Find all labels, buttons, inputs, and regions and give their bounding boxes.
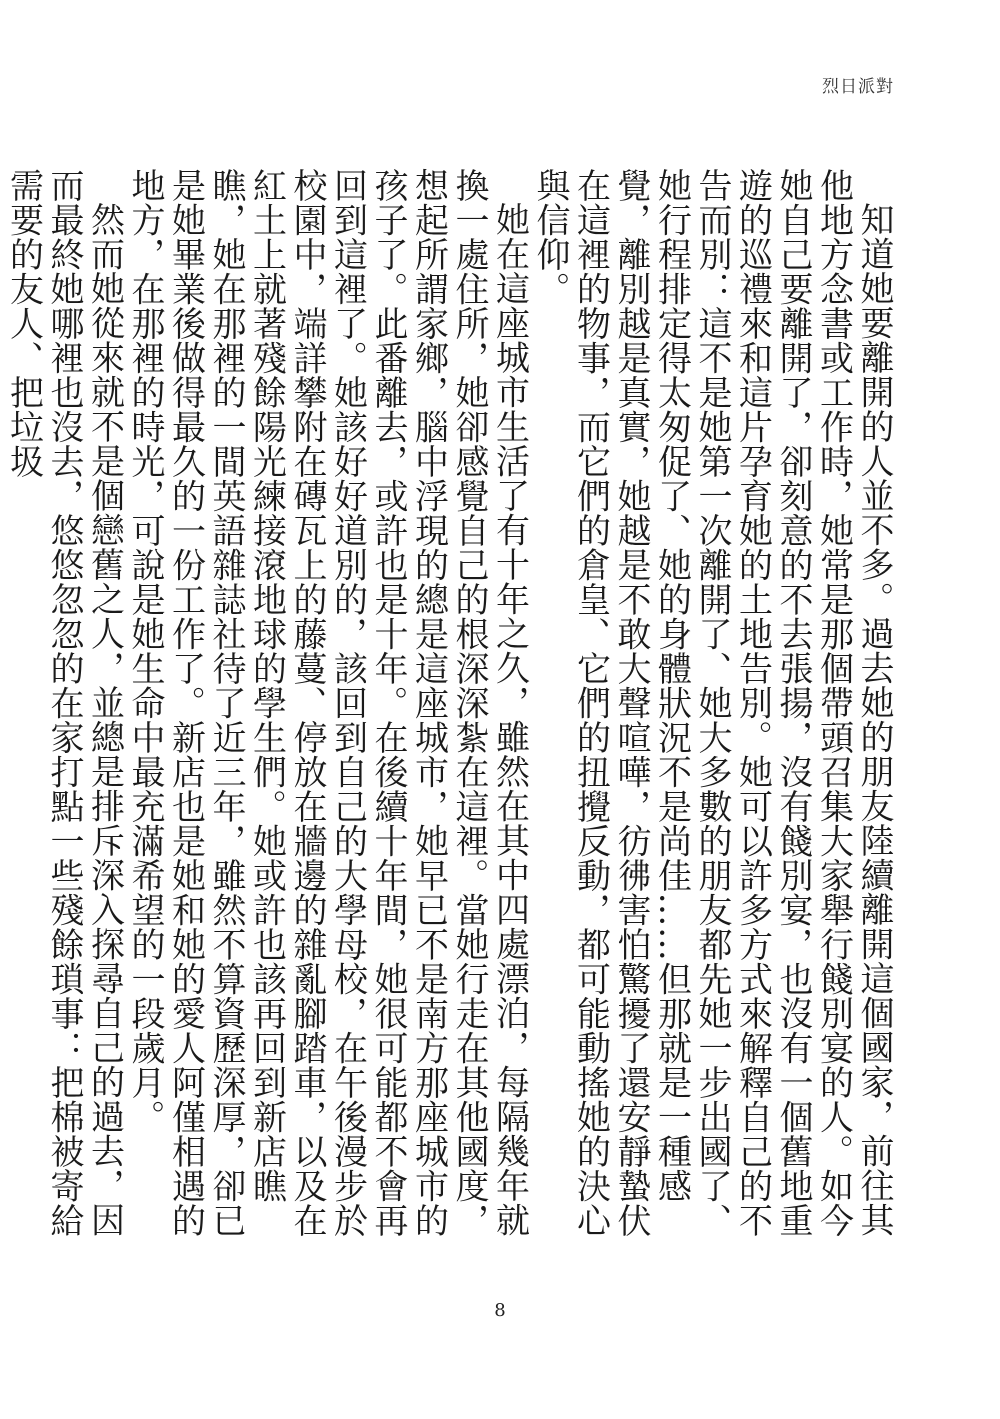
page-number: 8 bbox=[494, 1300, 506, 1321]
body-text bbox=[3, 168, 894, 1258]
running-header: 烈日派對 bbox=[822, 77, 894, 97]
paragraph: 知道她要離開的人並不多。過去她的朋友陸續離開這個國家，前往其他地方念書或工作時，她常是那個帶頭召集大家舉行餞別宴的人。如今她自己要離開了，卻刻意的不去張揚，沒有餞別宴，也沒有一個舊地重遊的巡禮來和這片孕育她的土地告別。她可以許多方式來解釋自己的不告而別：這不是她第一次離開了、她大多數的朋友都先她一步出國了、她行程排定得太匆促了、她的身體狀況不是尚佳……但那就是一種感覺，離別越是真實，她越是不敢大聲喧嘩，彷彿害怕驚擾了還安靜蟄伏在這裡的物事，而它們的倉皇、它們的扭攪反動，都可能動搖她的決心與信仰。 bbox=[530, 168, 894, 1238]
paragraph: 然而她從來就不是個戀舊之人，並總是排斥深入探尋自己的過去，因而最終她哪裡也沒去，悠悠忽忽的在家打點一些殘餘瑣事：把棉被寄給需要的友人、把垃圾 bbox=[3, 168, 125, 1238]
paragraph: 她在這座城市生活了有十年之久，雖然在其中四處漂泊，每隔幾年就換一處住所，她卻感覺自己的根深深紮在這裡。當她行走在其他國度，想起所謂家鄉，腦中浮現的總是這座城市，她早已不是南方那座城市的孩子了。此番離去，或許也是十年。在後續十年間，她很可能都不會再回到這裡了。她該好好道別的，該回到自己的大學母校，在午後漫步於校園中，端詳攀附在磚瓦上的藤蔓、停放在牆邊的雜亂腳踏車，以及在紅土上就著殘餘陽光練接滾地球的學生們。她或許也該再回到新店瞧瞧，她在那裡的一間英語雜誌社待了近三年，雖然不算資歷深厚，卻已是她畢業後做得最久的一份工作了。新店也是她和她的愛人阿僅相遇的地方，在那裡的時光，可說是她生命中最充滿希望的一段歲月。 bbox=[125, 168, 530, 1238]
